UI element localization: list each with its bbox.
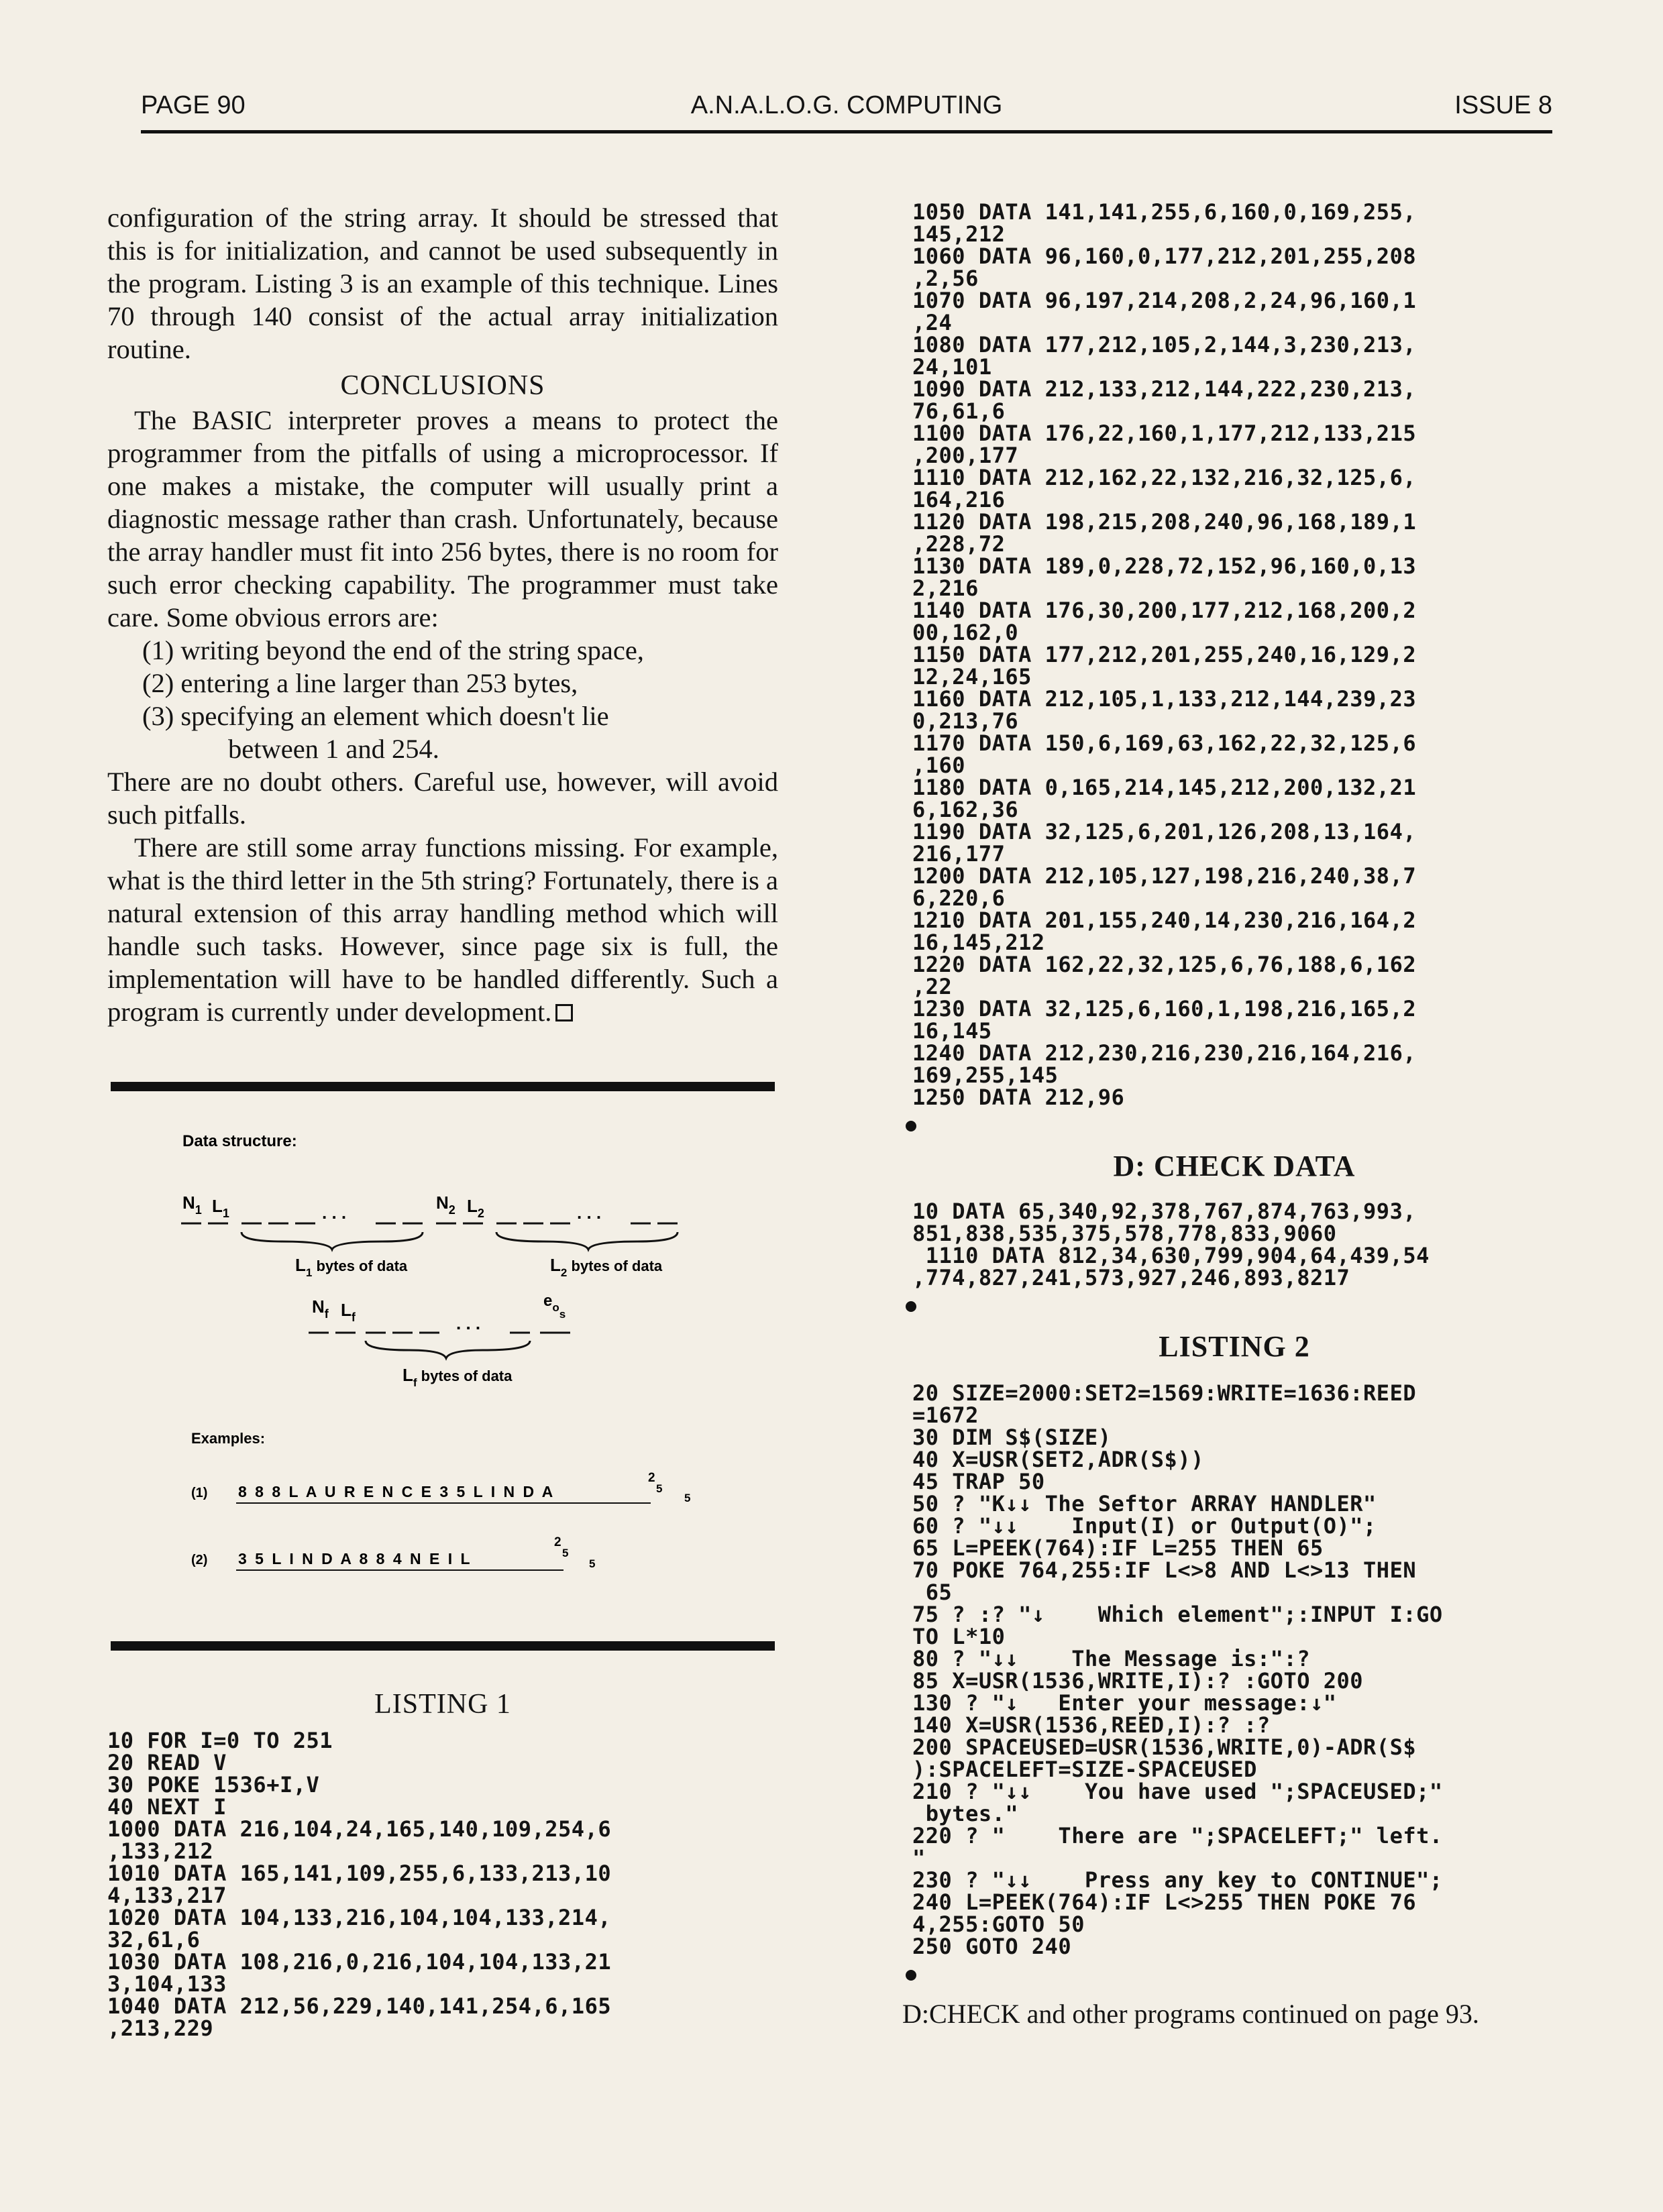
l2-bytes-caption: $L_2$ bytes of data (550, 1255, 663, 1279)
example-1-bytes: 8 8 8 L A U R E N C E 3 5 L I N D A (238, 1483, 555, 1500)
listing-1-continued-code: 1050 DATA 141,141,255,6,160,0,169,255, 145,212 1060 DATA 96,160,0,177,212,201,255,208 ,2,56 1070 DATA 96,197,214,208,2,24,96,160,1 ,24 1080 DATA 177,212,105,2,144,3,230,213, 24,101 1090 DATA 212,133,212,144,222,230,213, 76,61,6 1100 DATA 176,22,160,1,177,212,133,215 ,200,177 1110 DATA 212,162,22,132,216,32,125,6, 164,216 1120 DATA 198,215,208,240,96,168,189,1 ,228,72 1130 DATA 189,0,228,72,152,96,160,0,13 2,216 1140 DATA 176,30,200,177,212,168,200,2 00,162,0 1150 DATA 177,212,201,255,240,16,129,2 12,24,165 1160 DATA 212,105,1,133,212,144,239,23 0,213,76 1170 DATA 150,6,169,63,162,22,32,125,6 ,160 1180 DATA 0,165,214,145,212,200,132,21 6,162,36 1190 DATA 32,125,6,201,126,208,13,164, 216,177 1200 DATA 212,105,127,198,216,240,38,7 6,220,6 1210 DATA 201,155,240,14,230,216,164,2 16,145,212 1220 DATA 162,22,32,125,6,76,188,6,162 ,22 1230 DATA 32,125,6,160,1,198,216,165,2 16,145 1240 DATA 212,230,216,230,216,164,216, 169,255,145 1250 DATA 212,96 (912, 199, 1417, 1110)
dots: . . . (577, 1203, 602, 1223)
lf-brace (366, 1341, 530, 1358)
l1-brace (242, 1232, 423, 1250)
n1-label: $N_1$ (182, 1193, 202, 1217)
error-list (107, 634, 778, 765)
section-bullet-icon (906, 1301, 916, 1312)
example-2 (191, 1535, 595, 1570)
l1-bytes-caption: $L_1$ bytes of data (295, 1255, 408, 1279)
section-bullet-icon (906, 1970, 916, 1981)
page-header (141, 86, 1552, 126)
dots: . . . (322, 1203, 347, 1223)
issue-number: ISSUE 8 (1454, 91, 1552, 119)
eos-label: $e_{os}$ (543, 1292, 566, 1321)
section-bullet-icon (906, 1121, 916, 1131)
example-1 (191, 1471, 690, 1504)
nf-label: $N_f$ (312, 1296, 329, 1321)
left-column (107, 201, 778, 2040)
example-1-exponent: 5 (684, 1492, 691, 1504)
conclusions-paragraph-3-text: There are still some array functions missing. For example, what is the third letter in the 5th string? Fortunately, there is a natural extension of this array handling method which will handle such tasks. However, since page six is full, the implementation will have to be handled differently. Such a program is currently under development. (107, 832, 778, 1027)
example-1-exponent: 2 (648, 1471, 655, 1485)
intro-paragraph: configuration of the string array. It should be stressed that this is for initialization, and cannot be used subsequently in the program. Listing 3 is an example of this technique. Lines 70 through 140 consist of the actual array initialization routine. (107, 203, 778, 364)
conclusions-paragraph-2: There are no doubt others. Careful use, however, will avoid such pitfalls. (107, 767, 778, 830)
example-2-exponent: 5 (562, 1547, 569, 1559)
example-2-exponent: 2 (554, 1535, 561, 1549)
conclusions-paragraph-1: The BASIC interpreter proves a means to protect the programmer from the pitfalls of using a microprocessor. If one makes a mistake, the computer will usually print a diagnostic message rather than crash. Unfortunately, because the array handler must fit into 256 bytes, there is no room for such error checking capability. The programmer must take care. Some obvious errors are: (107, 405, 778, 632)
lf-bytes-caption: $L_f$ bytes of data (403, 1365, 513, 1389)
right-column (902, 201, 1566, 2030)
figure-bottom-bar (111, 1641, 775, 1651)
lf-label: $L_f$ (341, 1300, 356, 1324)
example-1-exponent: 5 (656, 1482, 663, 1495)
page-number: PAGE 90 (141, 91, 246, 119)
l1-label: $L_1$ (212, 1196, 229, 1220)
example-2-exponent: 5 (589, 1557, 596, 1570)
dcheck-heading: D: CHECK DATA (1113, 1150, 1356, 1182)
dcheck-code: 10 DATA 65,340,92,378,767,874,763,993, 851,838,535,375,578,778,833,9060 1110 DATA 812,34,630,799,904,64,439,54 ,774,827,241,573,927,246,893,8217 (912, 1199, 1430, 1290)
l2-label: $L_2$ (467, 1196, 484, 1220)
l2-brace (496, 1232, 678, 1250)
error-item: (1) writing beyond the end of the string space, (142, 635, 644, 665)
example-1-label: (1) (191, 1486, 208, 1500)
end-mark-icon (555, 1004, 573, 1021)
figure-title: Data structure: (182, 1132, 297, 1150)
conclusions-paragraph-3 (107, 831, 778, 1028)
error-item: (3) specifying an element which doesn't lie (142, 701, 609, 731)
example-2-label: (2) (191, 1553, 208, 1567)
examples-label: Examples: (191, 1430, 266, 1447)
example-2-bytes: 3 5 L I N D A 8 8 4 N E I L (238, 1550, 472, 1567)
header-rule (141, 130, 1552, 133)
figure-top-bar (111, 1082, 775, 1091)
article-text (107, 201, 778, 1028)
error-item: (2) entering a line larger than 253 bytes, (142, 668, 578, 698)
structure-row-2 (309, 1292, 570, 1389)
continued-note: D:CHECK and other programs continued on page 93. (902, 1999, 1479, 2029)
conclusions-heading: CONCLUSIONS (340, 370, 545, 401)
data-structure-figure (107, 1091, 778, 1641)
n2-label: $N_2$ (436, 1193, 455, 1217)
data-structure-diagram (107, 1091, 778, 1641)
magazine-title: A.N.A.L.O.G. COMPUTING (690, 91, 1003, 119)
structure-row-1 (181, 1193, 678, 1279)
listing-2-code: 20 SIZE=2000:SET2=1569:WRITE=1636:REED =1672 30 DIM S$(SIZE) 40 X=USR(SET2,ADR(S$)) 45 TRAP 50 50 ? "K↓↓ The Seftor ARRAY HANDLER" 60 ? "↓↓ Input(I) or Output(O)"; 65 L=PEEK(764):IF L=255 THEN 65 70 POKE 764,255:IF L<>8 AND L<>13 THEN 65 75 ? :? "↓ Which element";:INPUT I:GO TO L*10 80 ? "↓↓ The Message is:":? 85 X=USR(1536,WRITE,I):? :GOTO 200 130 ? "↓ Enter your message:↓" 140 X=USR(1536,REED,I):? :? 200 SPACEUSED=USR(1536,WRITE,0)-ADR(S$ ):SPACELEFT=SIZE-SPACEUSED 210 ? "↓↓ You have used ";SPACEUSED;" bytes." 220 ? " There are ";SPACELEFT;" left. " 230 ? "↓↓ Press any key to CONTINUE"; 240 L=PEEK(764):IF L<>255 THEN POKE 76 4,255:GOTO 50 250 GOTO 240 (912, 1380, 1443, 1959)
listing-1-heading: LISTING 1 (374, 1689, 511, 1720)
error-item-continuation: between 1 and 254. (228, 734, 439, 764)
listing-1-code: 10 FOR I=0 TO 251 20 READ V 30 POKE 1536+I,V 40 NEXT I 1000 DATA 216,104,24,165,140,109,254,6 ,133,212 1010 DATA 165,141,109,255,6,133,213,10 4,133,217 1020 DATA 104,133,216,104,104,133,214, 32,61,6 1030 DATA 108,216,0,216,104,104,133,21 3,104,133 1040 DATA 212,56,229,140,141,254,6,165 ,213,229 (107, 1728, 612, 2041)
listing-2-heading: LISTING 2 (1159, 1330, 1310, 1363)
dots: . . . (456, 1313, 481, 1333)
